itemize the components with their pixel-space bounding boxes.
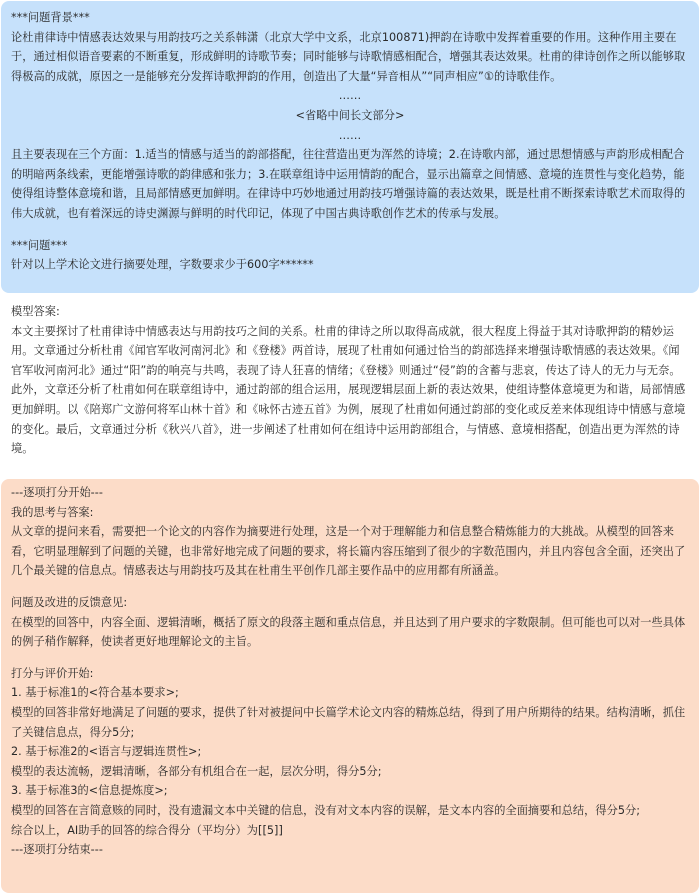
answer-text: 本文主要探讨了杜甫律诗中情感表达与用韵技巧之间的关系。杜甫的律诗之所以取得高成就，很大程度上得益于其对诗歌押韵的精妙运用。文章通过分析杜甫《闻官军收河南河北》和《登楼》两首诗，展现了杜甫如何通过恰当的韵部选择来增强诗歌情感的表达效果。《闻官军收河南河北》通过“阳”韵的响亮与共鸣，表现了诗人狂喜的情绪；《登楼》则通过“侵”韵的含蓄与悲哀，传达了诗人的无力与无奈。此外，文章还分析了杜甫如何在联章组诗中，通过韵部的组合运用，展现逻辑层面上新的表达效果，使组诗整体意境更为和谐，局部情感更加鲜明。以《陪郑广文游何将军山林十首》和《咏怀古迹五首》为例，展现了杜甫如何通过韵部的变化或反差来体现组诗中情感与意境的变化。最后，文章通过分析《秋兴八首》，进一步阐述了杜甫如何在组诗中运用韵部组合，与情感、意境相搭配，创造出更为浑然的诗境。 bbox=[11, 324, 686, 456]
grading-panel bbox=[1, 479, 699, 893]
criterion-1-text: 模型的回答非常好地满足了问题的要求，提供了针对被提问中长篇学术论文内容的精炼总结，得到了用户所期待的结果。结构清晰，抓住了关键信息点，得分5分; bbox=[11, 705, 686, 739]
question-header: ***问题*** bbox=[11, 238, 68, 252]
grading-end-marker: ---逐项打分结束--- bbox=[11, 843, 103, 857]
background-header: ***问题背景*** bbox=[11, 11, 90, 24]
question-panel bbox=[1, 1, 699, 293]
paper-intro: 论杜甫律诗中情感表达效果与用韵技巧之关系韩潇（北京大学中文系，北京100871)押韵在诗歌中发挥着重要的作用。这种作用主要在于，通过相似语音要素的不断重复，形成鲜明的诗歌节奏；同时能够与诗歌情感相配合，增强其表达效果。杜甫的律诗创作之所以能够取得极高的成就，原因之一是能够充分发挥诗歌押韵的作用，创造出了大量“异音相从”“同声相应”①的诗歌佳作。 bbox=[11, 30, 686, 83]
answer-panel bbox=[1, 298, 699, 468]
ellipsis-top: …… bbox=[338, 89, 362, 103]
grading-start-marker: ---逐项打分开始--- bbox=[11, 486, 103, 499]
omitted-section-note: <省略中间长文部分> bbox=[295, 108, 405, 122]
thinking-label: 我的思考与答案: bbox=[11, 505, 94, 519]
ellipsis-bottom: …… bbox=[338, 128, 362, 142]
criterion-1-title: 1. 基于标准1的<符合基本要求>; bbox=[11, 686, 179, 700]
criterion-3-title: 3. 基于标准3的<信息提炼度>; bbox=[11, 784, 168, 798]
paper-closing: 且主要表现在三个方面：1.适当的情感与适当的韵部搭配，往往营造出更为浑然的诗境；2.在诗歌内部，通过思想情感与声韵形成相配合的明暗两条线索，更能增强诗歌的韵律感和张力；3.在联章组诗中运用情韵的配合，显示出篇章之间情感、意境的连贯性与变化趋势，能使得组诗整体意境和谐，且局部情感更加鲜明。在律诗中巧妙地通过用韵技巧增强诗篇的表达效果，既是杜甫不断探索诗歌艺术而取得的伟大成就，也有着深远的诗史渊源与鲜明的时代印记，体现了中国古典诗歌创作艺术的传承与发展。 bbox=[11, 148, 686, 220]
criterion-2-title: 2. 基于标准2的<语言与逻辑连贯性>; bbox=[11, 745, 202, 759]
thinking-text: 从文章的提问来看，需要把一个论文的内容作为摘要进行处理，这是一个对于理解能力和信息整合精炼能力的大挑战。从模型的回答来看，它明显理解到了问题的关键，也非常好地完成了问题的要求，将长篇内容压缩到了很少的字数范围内，并且内容包含全面，还突出了几个最关键的信息点。情感表达与用韵技巧及其在杜甫生平创作几部主要作品中的应用都有所涵盖。 bbox=[11, 525, 686, 578]
criterion-2-text: 模型的表达流畅，逻辑清晰，各部分有机组合在一起，层次分明，得分5分; bbox=[11, 764, 382, 778]
feedback-label: 问题及改进的反馈意见: bbox=[11, 595, 128, 609]
criterion-3-text: 模型的回答在言简意赅的同时，没有遗漏文本中关键的信息，没有对文本内容的误解，是文本内容的全面摘要和总结，得分5分; bbox=[11, 803, 641, 817]
answer-label: 模型答案: bbox=[11, 305, 60, 318]
question-text: 针对以上学术论文进行摘要处理，字数要求少于600字****** bbox=[11, 258, 314, 272]
overall-score-summary: 综合以上，AI助手的回答的综合得分（平均分）为[[5]] bbox=[11, 823, 283, 837]
feedback-text: 在模型的回答中，内容全面、逻辑清晰，概括了原文的段落主题和重点信息，并且达到了用户要求的字数限制。但可能也可以对一些具体的例子稍作解释，使读者更好地理解论文的主旨。 bbox=[11, 615, 686, 649]
scoring-label: 打分与评价开始: bbox=[11, 666, 94, 680]
